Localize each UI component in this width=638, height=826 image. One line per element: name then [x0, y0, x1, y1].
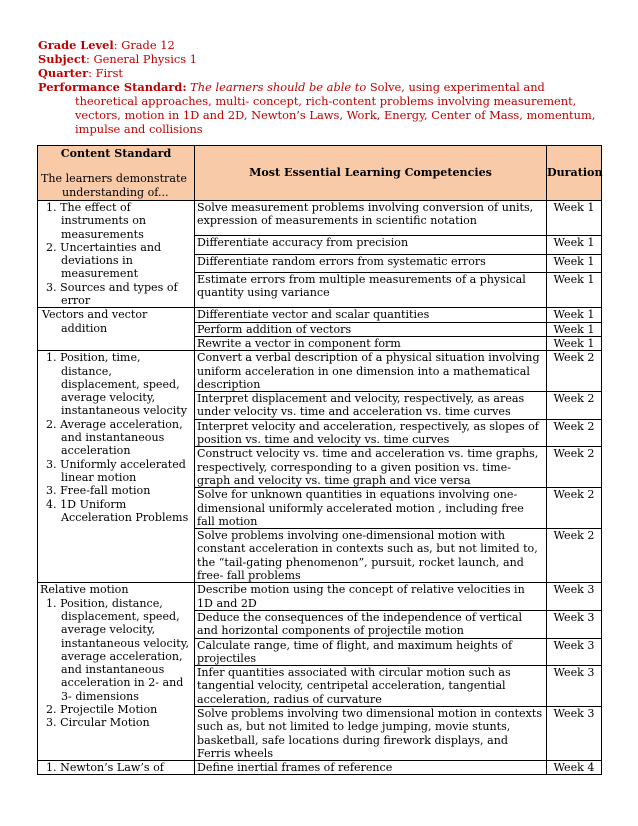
content-standard-item: 3. Uniformly accelerated linear motion — [46, 457, 186, 484]
content-standard-title: Content Standard — [60, 147, 172, 160]
content-standard-cell — [38, 308, 195, 351]
quarter-line: Quarter: First — [38, 66, 123, 80]
grade-level-label: Grade Level — [38, 38, 114, 52]
duration-cell: Week 2 — [547, 529, 602, 583]
duration-cell: Week 1 — [547, 336, 602, 350]
table-row — [38, 583, 602, 611]
competency-cell: Rewrite a vector in component form — [195, 336, 547, 350]
competencies-header: Most Essential Learning Competencies — [195, 146, 547, 201]
competency-cell: Solve problems involving two dimensional motion in contexts such as, but not limited to ledge jumping, movie stunts, basketball, safe locations during firework displays, and Ferris wheels — [195, 706, 547, 760]
duration-cell: Week 1 — [547, 254, 602, 272]
competency-cell: Differentiate vector and scalar quantities — [195, 308, 547, 322]
competency-cell: Describe motion using the concept of relative velocities in 1D and 2D — [195, 583, 547, 611]
duration-cell: Week 1 — [547, 308, 602, 322]
competency-cell: Calculate range, time of flight, and maximum heights of projectiles — [195, 638, 547, 666]
document-header — [38, 38, 604, 136]
performance-standard-intro: The learners should be able to — [190, 80, 367, 94]
grade-level-value: Grade 12 — [121, 38, 175, 52]
content-standard-list — [40, 761, 192, 774]
duration-cell: Week 3 — [547, 638, 602, 666]
content-standard-item: 2. Average acceleration, and instantaneous acceleration — [46, 417, 183, 458]
quarter-value: First — [95, 66, 123, 80]
content-standard-item: 1. Newton’s Law’s of — [46, 761, 164, 775]
competency-cell: Differentiate random errors from systematic errors — [195, 254, 547, 272]
content-standard-list — [40, 597, 192, 730]
content-standard-item: 2. Projectile Motion — [46, 702, 158, 716]
duration-cell: Week 3 — [547, 610, 602, 638]
table-row — [38, 308, 602, 322]
content-standard-cell — [38, 201, 195, 308]
duration-cell: Week 2 — [547, 447, 602, 488]
content-standard-heading: Relative motion — [40, 583, 129, 597]
table-body — [38, 201, 602, 775]
competency-cell: Differentiate accuracy from precision — [195, 236, 547, 254]
competency-cell: Deduce the consequences of the independence of vertical and horizontal components of projectile motion — [195, 610, 547, 638]
performance-standard-label: Performance Standard: — [38, 80, 187, 94]
competencies-table — [37, 145, 602, 775]
content-standard-cell — [38, 583, 195, 761]
content-standard-cell — [38, 761, 195, 775]
duration-cell: Week 2 — [547, 488, 602, 529]
duration-cell: Week 2 — [547, 392, 602, 420]
content-standard-item: 1. Position, time, distance, displacement, speed, average velocity, instantaneous velocity — [46, 351, 187, 418]
table-row — [38, 201, 602, 236]
duration-cell: Week 1 — [547, 272, 602, 307]
competency-cell: Solve measurement problems involving conversion of units, expression of measurements in scientific notation — [195, 201, 547, 236]
content-standard-header — [38, 146, 195, 201]
content-standard-subtitle-2: understanding of... — [62, 185, 169, 199]
competency-cell: Estimate errors from multiple measurements of a physical quantity using variance — [195, 272, 547, 307]
content-standard-list — [40, 351, 192, 524]
duration-cell: Week 1 — [547, 201, 602, 236]
grade-level-line: Grade Level: Grade 12 — [38, 38, 175, 52]
content-standard-item: 4. 1D Uniform Acceleration Problems — [46, 497, 189, 524]
competency-cell: Infer quantities associated with circular motion such as tangential velocity, centripetal acceleration, tangential acceleration, radius of curvature — [195, 666, 547, 707]
duration-cell: Week 4 — [547, 761, 602, 775]
duration-header: Duration — [547, 146, 602, 201]
duration-cell: Week 3 — [547, 706, 602, 760]
performance-standard-text: Solve, using experimental and theoretical approaches, multi- concept, rich-content problems involving measurement, vectors, motion in 1D and 2D, Newton’s Laws, Work, Energy, Center of Mass, momentum, impulse and collisions — [75, 80, 596, 136]
content-standard-list — [40, 201, 192, 307]
content-standard-item: 3. Circular Motion — [46, 716, 150, 730]
table-row — [38, 351, 602, 392]
competency-cell: Interpret velocity and acceleration, respectively, as slopes of position vs. time and velocity vs. time curves — [195, 419, 547, 447]
table-header-row — [38, 146, 602, 201]
duration-cell: Week 1 — [547, 322, 602, 336]
subject-line: Subject: General Physics 1 — [38, 52, 197, 66]
duration-cell: Week 2 — [547, 419, 602, 447]
duration-cell: Week 3 — [547, 666, 602, 707]
table-row — [38, 761, 602, 775]
competency-cell: Perform addition of vectors — [195, 322, 547, 336]
content-standard-cell — [38, 351, 195, 583]
content-standard-item: 1. Position, distance, displacement, speed, average velocity, instantaneous velocity, average acceleration, and instantaneous acceleration in 2- and 3- dimensions — [46, 596, 190, 703]
content-standard-item: 3. Sources and types of error — [46, 280, 178, 308]
competency-cell: Interpret displacement and velocity, respectively, as areas under velocity vs. time and acceleration vs. time curves — [195, 392, 547, 420]
competency-cell: Solve problems involving one-dimensional motion with constant acceleration in contexts such as, but not limited to, the “tail-gating phenomenon”, pursuit, rocket launch, and free- fall problems — [195, 529, 547, 583]
competency-cell: Solve for unknown quantities in equations involving one-dimensional uniformly accelerated motion , including free fall motion — [195, 488, 547, 529]
content-standard-item: 2. Uncertainties and deviations in measurement — [46, 240, 162, 281]
competency-cell: Construct velocity vs. time and acceleration vs. time graphs, respectively, corresponding to a given position vs. time-graph and velocity vs. time graph and vice versa — [195, 447, 547, 488]
content-standard-text: Vectors and vector addition — [42, 308, 148, 335]
content-standard-item: 1. The effect of instruments on measurements — [46, 201, 147, 241]
quarter-label: Quarter — [38, 66, 89, 80]
subject-value: General Physics 1 — [93, 52, 197, 66]
duration-cell: Week 2 — [547, 351, 602, 392]
duration-cell: Week 3 — [547, 583, 602, 611]
competency-cell: Define inertial frames of reference — [195, 761, 547, 775]
performance-standard — [38, 80, 604, 136]
content-standard-subtitle-1: The learners demonstrate — [41, 172, 188, 186]
subject-label: Subject — [38, 52, 87, 66]
duration-cell: Week 1 — [547, 236, 602, 254]
competency-cell: Convert a verbal description of a physical situation involving uniform acceleration in one dimension into a mathematical description — [195, 351, 547, 392]
content-standard-item: 3. Free-fall motion — [46, 484, 151, 498]
